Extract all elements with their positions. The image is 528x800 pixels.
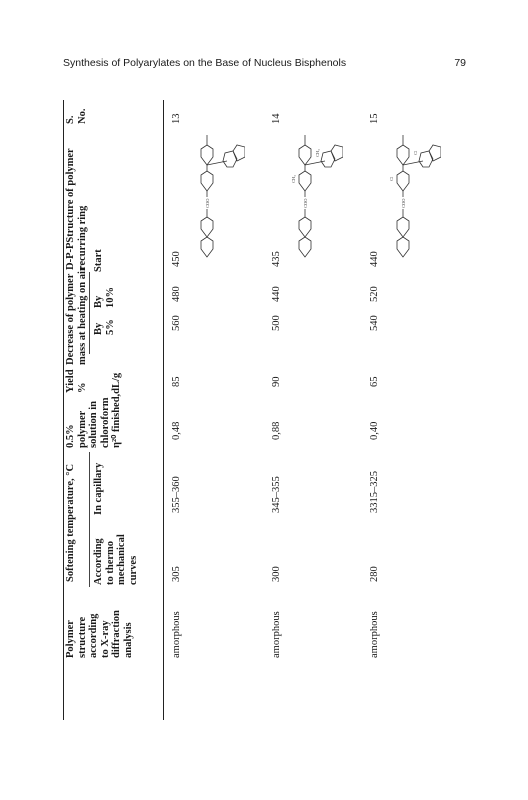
cell-yield: 90	[271, 376, 282, 387]
cell-polymer-structure: amorphous	[171, 611, 182, 658]
cell-by5: 500	[271, 315, 282, 331]
cell-start: 435	[271, 251, 282, 267]
header-soft-capillary: In capillary	[93, 462, 104, 515]
substituent-label: Cl	[413, 150, 418, 155]
cell-polymer-structure: amorphous	[271, 611, 282, 658]
cell-by10: 480	[171, 286, 182, 302]
cell-viscosity: 0,88	[271, 421, 282, 440]
cell-thermo: 300	[271, 566, 282, 582]
cell-thermo: 305	[171, 566, 182, 582]
cell-by10: 520	[369, 286, 380, 302]
cell-start: 440	[369, 251, 380, 267]
header-sno: S. No.	[65, 108, 88, 124]
svg-text:COO: COO	[401, 198, 406, 208]
cell-capillary: 345–355	[271, 476, 282, 513]
cell-polymer-structure: amorphous	[369, 611, 380, 658]
header-decrease-5: By 5%	[93, 319, 116, 335]
structure-diagram	[167, 125, 245, 265]
cell-yield: 85	[171, 376, 182, 387]
running-head	[0, 57, 528, 77]
row-no: 13	[171, 113, 182, 124]
table-header-rule	[163, 100, 164, 720]
cell-capillary: 3315–325	[369, 471, 380, 513]
page-number: 79	[454, 57, 466, 69]
header-yield: Yield %	[65, 369, 88, 393]
rotated-table-region	[63, 100, 470, 720]
header-softening: Softening temperature, °C	[65, 463, 76, 582]
header-decrease: Decrease of polymer mass at heating on air	[65, 266, 88, 365]
cell-by10: 440	[271, 286, 282, 302]
running-head-title: Synthesis of Polyarylates on the Base of Nucleus Bisphenols	[63, 57, 347, 69]
cell-viscosity: 0,48	[171, 421, 182, 440]
header-viscosity: 0.5% polymer solution in chloroform η²⁰ finished,dL/g	[65, 372, 122, 448]
row-no: 14	[271, 113, 282, 124]
header-polymer-structure: Polymer structure according to X-ray diffraction analysis	[65, 610, 134, 658]
cell-by5: 540	[369, 315, 380, 331]
decrease-subrule	[89, 272, 90, 354]
header-soft-thermo: According to thermo mechanical curves	[93, 534, 139, 585]
cell-thermo: 280	[369, 566, 380, 582]
svg-text:COO: COO	[205, 198, 210, 208]
substituent-label: Cl	[389, 176, 394, 181]
cell-capillary: 355–360	[171, 476, 182, 513]
substituent-label: CH₃	[291, 175, 296, 183]
softening-subrule	[89, 452, 90, 587]
substituent-label: CH₃	[315, 149, 320, 157]
properties-table	[63, 100, 470, 720]
svg-text:COO: COO	[303, 198, 308, 208]
header-decrease-start: Start	[93, 249, 104, 272]
row-no: 15	[369, 113, 380, 124]
structure-diagram	[263, 125, 343, 265]
table-top-rule	[63, 100, 64, 720]
cell-by5: 560	[171, 315, 182, 331]
cell-start: 450	[171, 251, 182, 267]
header-decrease-10: By 10%	[93, 287, 116, 308]
cell-yield: 65	[369, 376, 380, 387]
structure-diagram	[361, 125, 441, 265]
cell-viscosity: 0,40	[369, 421, 380, 440]
header-structure: D-P-PStructure of polymer recurring ring	[65, 148, 88, 270]
